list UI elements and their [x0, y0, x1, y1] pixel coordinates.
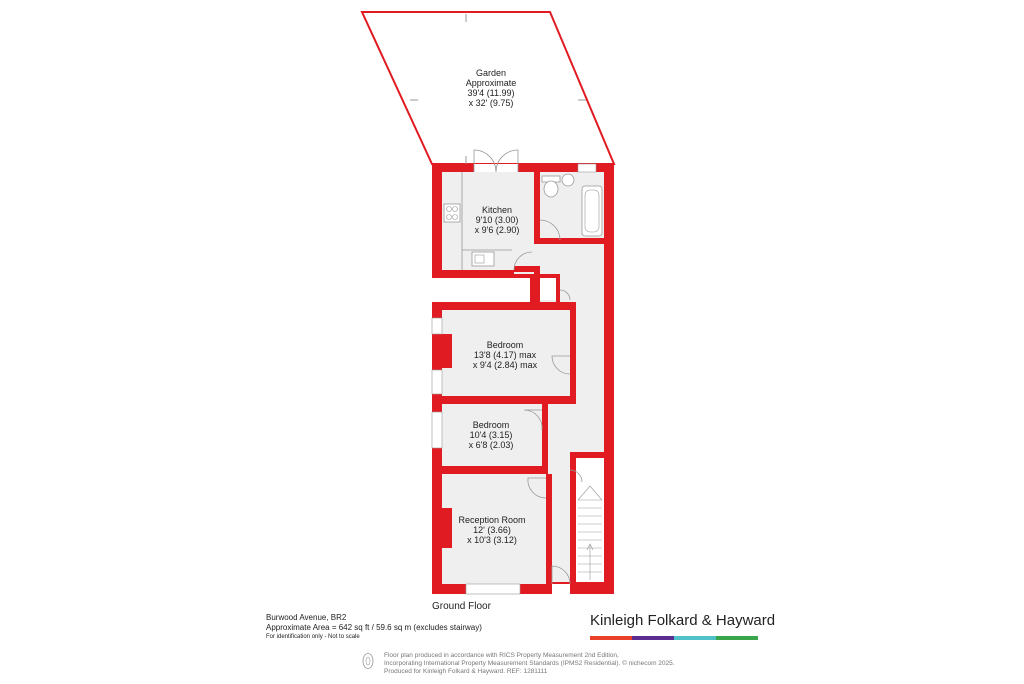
garden-dim2: x 32' (9.75) [468, 98, 514, 108]
partition [442, 302, 572, 310]
room-name: Reception Room [458, 515, 526, 525]
footer-line-1: Floor plan produced in accordance with RICS Property Measurement 2nd Edition, [384, 652, 619, 659]
partition [570, 302, 576, 396]
partition [442, 466, 548, 474]
window [578, 164, 596, 172]
brand-bar-red [590, 636, 632, 640]
bedroom-2-label [469, 420, 514, 450]
room-dim2: x 9'6 (2.90) [474, 225, 520, 235]
brand-bar-purple [632, 636, 674, 640]
partition [442, 396, 576, 404]
basin [562, 174, 574, 186]
address: Burwood Avenue, BR2 [266, 613, 347, 622]
room-dim2: x 10'3 (3.12) [467, 535, 517, 545]
approximate-area: Approximate Area = 642 sq ft / 59.6 sq m (excludes stairway) [266, 623, 482, 632]
partition [556, 274, 560, 302]
room-name: Bedroom [472, 420, 510, 430]
room-dim1: 12' (3.66) [473, 525, 511, 535]
partition [514, 266, 540, 272]
garden-dim1: 39'4 (11.99) [467, 88, 515, 98]
certification-icon [362, 652, 374, 670]
brand-bar-green [716, 636, 758, 640]
window [432, 412, 442, 448]
brand-bar-teal [674, 636, 716, 640]
cupboard-floor [540, 278, 558, 300]
window [432, 318, 442, 334]
window [466, 584, 520, 594]
partition [534, 172, 540, 244]
room-dim1: 9'10 (3.00) [475, 215, 519, 225]
room-dim1: 13'8 (4.17) max [473, 350, 537, 360]
room-dim2: x 6'8 (2.03) [468, 440, 514, 450]
footer-line-2: Incorporating International Property Measurement Standards (IPMS2 Residential). © nichecom 2025. [384, 660, 675, 667]
chimney-breast [442, 508, 452, 548]
floor-label: Ground Floor [432, 601, 491, 612]
footer-line-3: Produced for Kinleigh Folkard & Hayward. REF: 1281111 [384, 668, 548, 675]
partition [546, 474, 552, 584]
room-dim1: 10'4 (3.15) [469, 430, 513, 440]
room-name: Bedroom [486, 340, 524, 350]
hob [444, 204, 460, 222]
partition [570, 452, 604, 458]
room-dim2: x 9'4 (2.84) max [472, 360, 538, 370]
chimney-breast [442, 334, 452, 368]
toilet-bowl [544, 181, 558, 197]
front-door [552, 584, 570, 594]
disclaimer: For identification only - Not to scale [266, 634, 360, 640]
partition [534, 272, 540, 302]
garden-approx: Approximate [465, 78, 517, 88]
window [432, 370, 442, 394]
brand-logo: Kinleigh Folkard & Hayward [590, 612, 776, 629]
room-name: Kitchen [481, 205, 513, 215]
partition [542, 404, 548, 466]
garden-name: Garden [475, 68, 507, 78]
